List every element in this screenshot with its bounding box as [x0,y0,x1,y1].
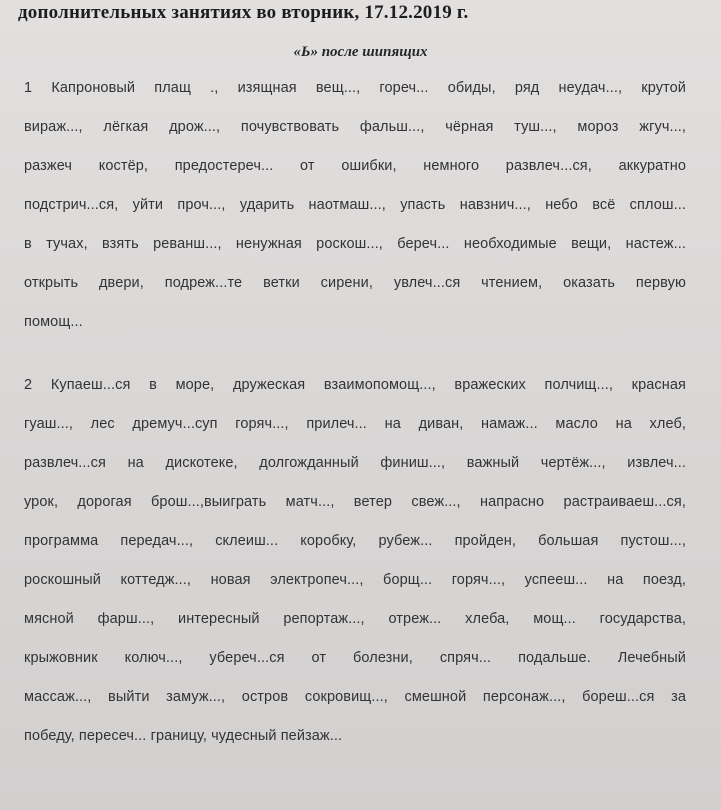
exercise-line: помощ... [24,314,83,330]
exercise-line: развлеч...ся на дискотеке, долгожданный финиш..., важный чертёж..., извлеч... [24,455,686,471]
exercise-line: вираж..., лёгкая дрож..., почувствовать фальш..., чёрная туш..., мороз жгуч..., [24,119,686,135]
exercise-line: подстрич...ся, уйти проч..., ударить наотмаш..., упасть навзнич..., небо всё сплош... [24,197,686,213]
document-heading: дополнительных занятиях во вторник, 17.12.2019 г. [18,2,469,23]
exercise-2-paragraph [24,375,686,765]
exercise-line: в тучах, взять реванш..., ненужная роскош..., береч... необходимые вещи, настеж... [24,236,686,252]
exercise-line: крыжовник колюч..., убереч...ся от болезни, спряч... подальше. Лечебный [24,650,686,666]
exercise-line: разжеч костёр, предостереч... от ошибки, немного развлеч...ся, аккуратно [24,158,686,174]
exercise-line: открыть двери, подреж...те ветки сирени, увлеч...ся чтением, оказать первую [24,275,686,291]
exercise-line: программа передач..., склеиш... коробку, рубеж... пройден, большая пустош..., [24,533,686,549]
exercise-line: победу, пересеч... границу, чудесный пейзаж... [24,728,343,744]
exercise-line: роскошный коттедж..., новая электропеч..., борщ... горяч..., успееш... на поезд, [24,572,686,588]
exercise-line: урок, дорогая брош...,выиграть матч..., ветер свеж..., напрасно растраиваеш...ся, [24,494,686,510]
exercise-line: массаж..., выйти замуж..., остров сокровищ..., смешной персонаж..., бореш...ся за [24,689,686,705]
exercise-line: 2 Купаеш...ся в море, дружеская взаимопомощ..., вражеских полчищ..., красная [24,377,686,393]
exercise-line: 1 Капроновый плащ ., изящная вещ..., гореч... обиды, ряд неудач..., крутой [24,80,686,96]
exercise-line: мясной фарш..., интересный репортаж..., отреж... хлеба, мощ... государства, [24,611,686,627]
exercise-1-paragraph [24,78,686,351]
exercise-line: гуаш..., лес дремуч...суп горяч..., прилеч... на диван, намаж... масло на хлеб, [24,416,686,432]
section-subtitle: «Ь» после шипящих [293,44,428,60]
